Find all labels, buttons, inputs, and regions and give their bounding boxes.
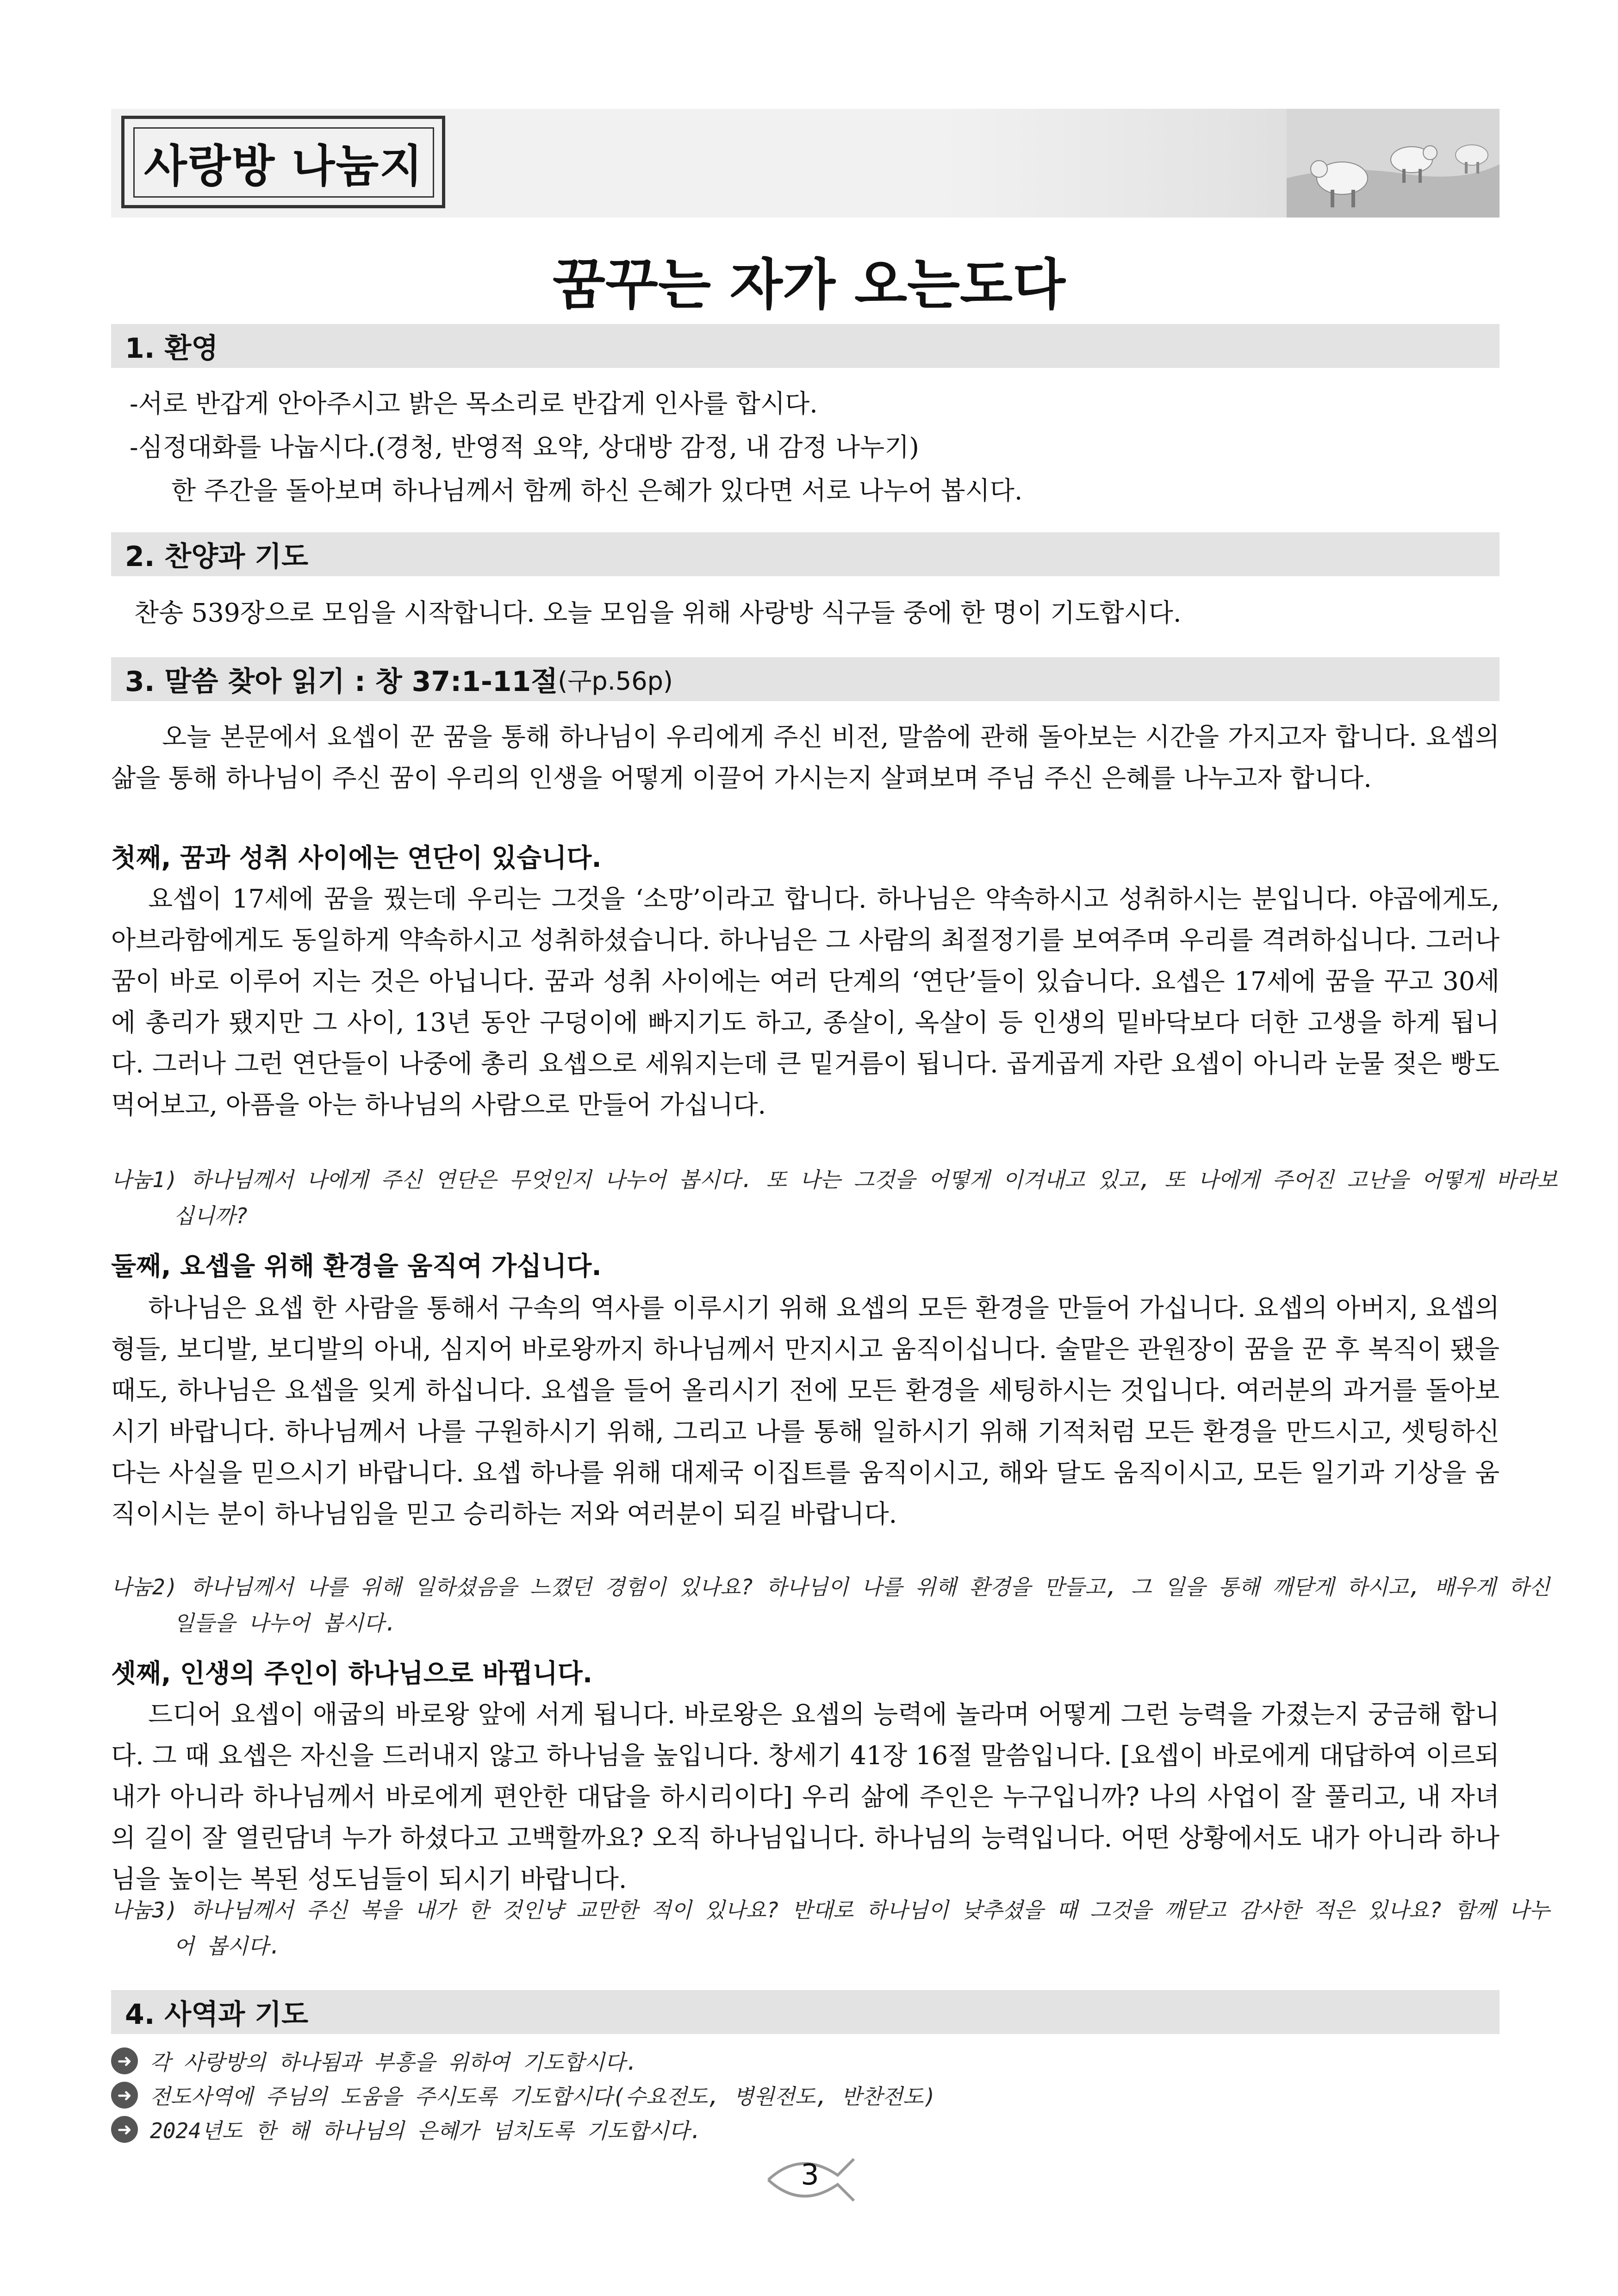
prayer-item-text: 각 사랑방의 하나됨과 부흥을 위하여 기도합시다.	[150, 2050, 638, 2075]
section-heading-text: 3. 말씀 찾아 읽기 : 창 37:1-11절	[125, 665, 558, 698]
prayer-item	[111, 2046, 638, 2076]
reading-intro: 오늘 본문에서 요셉이 꾼 꿈을 통해 하나님이 우리에게 주신 비전, 말씀에 관해 돌아보는 시간을 가지고자 합니다. 요셉의 삶을 통해 하나님이 주신 꿈이 우리의 인생을 어떻게 이끌어 가시는지 살펴보며 주님 주신 은혜를 나누고자 합니다.	[111, 722, 1500, 793]
section-heading-welcome	[111, 324, 1500, 368]
point-2-heading: 둘째, 요셉을 위해 환경을 움직여 가십니다.	[111, 1251, 602, 1282]
section-heading-ministry	[111, 1990, 1500, 2034]
section-heading-text: 4. 사역과 기도	[125, 1998, 309, 2031]
section-heading-reading	[111, 657, 1500, 701]
arrow-circle-icon: ➜	[111, 2047, 138, 2074]
welcome-line-1: -서로 반갑게 안아주시고 밝은 목소리로 반갑게 인사를 합시다.	[130, 389, 818, 418]
point-1-body: 요셉이 17세에 꿈을 꿨는데 우리는 그것을 ‘소망’이라고 합니다. 하나님은 약속하시고 성취하시는 분입니다. 야곱에게도, 아브라함에게도 동일하게 약속하시고 성취하셨습니다. 하나님은 그 사람의 최절정기를 보여주며 우리를 격려하십니다. 그러나 꿈이 바로 이루어 지는 것은 아닙니다. 꿈과 성취 사이에는 여러 단계의 ‘연단’들이 있습니다. 요셉은 17세에 꿈을 꾸고 30세에 총리가 됐지만 그 사이, 13년 동안 구덩이에 빠지기도 하고, 종살이, 옥살이 등 인생의 밑바닥보다 더한 고생을 하게 됩니다. 그러나 그런 연단들이 나중에 총리 요셉으로 세워지는데 큰 밑거름이 됩니다. 곱게곱게 자란 요셉이 아니라 눈물 젖은 빵도 먹어보고, 아픔을 아는 하나님의 사람으로 만들어 가십니다.	[111, 884, 1500, 1120]
welcome-line-2: -심정대화를 나눕시다.(경청, 반영적 요약, 상대방 감정, 내 감정 나누기)	[130, 432, 919, 462]
page-title: 꿈꾸는 자가 오는도다	[552, 253, 1066, 317]
section-heading-text: 2. 찬양과 기도	[125, 540, 309, 573]
prayer-item-text: 2024년도 한 해 하나님의 은혜가 넘치도록 기도합시다.	[150, 2118, 703, 2143]
prayer-item-text: 전도사역에 주님의 도움을 주시도록 기도합시다(수요전도, 병원전도, 반찬전도)	[150, 2084, 936, 2109]
praise-text: 찬송 539장으로 모임을 시작합니다. 오늘 모임을 위해 사랑방 식구들 중에 한 명이 기도합시다.	[134, 598, 1182, 628]
point-3-heading: 셋째, 인생의 주인이 하나님으로 바뀝니다.	[111, 1659, 593, 1689]
section-heading-text: 1. 환영	[125, 332, 218, 365]
section-label: 사랑방 나눔지	[133, 127, 434, 198]
section-heading-suffix: (구p.56p)	[558, 666, 673, 696]
page-number: 3	[801, 2158, 819, 2191]
point-3-question: 나눔3) 하나님께서 주신 복을 내가 한 것인냥 교만한 적이 있나요? 반대로 하나님이 낮추셨을 때 그것을 깨닫고 감사한 적은 있나요? 함께 나누어 봅시다.	[111, 1898, 1550, 1959]
point-2-body: 하나님은 요셉 한 사람을 통해서 구속의 역사를 이루시기 위해 요셉의 모든 환경을 만들어 가십니다. 요셉의 아버지, 요셉의 형들, 보디발, 보디발의 아내, 심지어 바로왕까지 하나님께서 만지시고 움직이십니다. 술맡은 관원장이 꿈을 꾼 후 복직이 됐을 때도, 하나님은 요셉을 잊게 하십니다. 요셉을 들어 올리시기 전에 모든 환경을 세팅하시는 것입니다. 여러분의 과거를 돌아보시기 바랍니다. 하나님께서 나를 구원하시기 위해, 그리고 나를 통해 일하시기 위해 기적처럼 모든 환경을 만드시고, 셋팅하신다는 사실을 믿으시기 바랍니다. 요셉 하나를 위해 대제국 이집트를 움직이시고, 해와 달도 움직이시고, 모든 일기과 기상을 움직이시는 분이 하나님임을 믿고 승리하는 저와 여러분이 되길 바랍니다.	[111, 1293, 1500, 1529]
point-3-body: 드디어 요셉이 애굽의 바로왕 앞에 서게 됩니다. 바로왕은 요셉의 능력에 놀라며 어떻게 그런 능력을 가졌는지 궁금해 합니다. 그 때 요셉은 자신을 드러내지 않고 하나님을 높입니다. 창세기 41장 16절 말씀입니다. [요셉이 바로에게 대답하여 이르되 내가 아니라 하나님께서 바로에게 편안한 대답을 하시리이다] 우리 삶에 주인은 누구입니까? 나의 사업이 잘 풀리고, 내 자녀의 길이 잘 열린담녀 누가 하셨다고 고백할까요? 오직 하나님입니다. 하나님의 능력입니다. 어떤 상황에서도 내가 아니라 하나님을 높이는 복된 성도님들이 되시기 바랍니다.	[111, 1699, 1500, 1894]
welcome-line-3: 한 주간을 돌아보며 하나님께서 함께 하신 은혜가 있다면 서로 나누어 봅시다.	[171, 476, 1023, 505]
point-1-question: 나눔1) 하나님께서 나에게 주신 연단은 무엇인지 나누어 봅시다. 또 나는 그것을 어떻게 이겨내고 있고, 또 나에게 주어진 고난을 어떻게 바라보십니까?	[111, 1167, 1558, 1228]
arrow-circle-icon: ➜	[111, 2082, 138, 2109]
sheep-photo	[1287, 109, 1500, 218]
prayer-item	[111, 2080, 936, 2110]
arrow-circle-icon: ➜	[111, 2116, 138, 2143]
point-1-heading: 첫째, 꿈과 성취 사이에는 연단이 있습니다.	[111, 843, 602, 873]
section-heading-praise	[111, 532, 1500, 576]
point-2-question: 나눔2) 하나님께서 나를 위해 일하셨음을 느꼈던 경험이 있나요? 하나님이 나를 위해 환경을 만들고, 그 일을 통해 깨닫게 하시고, 배우게 하신 일들을 나누어 봅시다.	[111, 1574, 1550, 1636]
prayer-item	[111, 2114, 702, 2145]
